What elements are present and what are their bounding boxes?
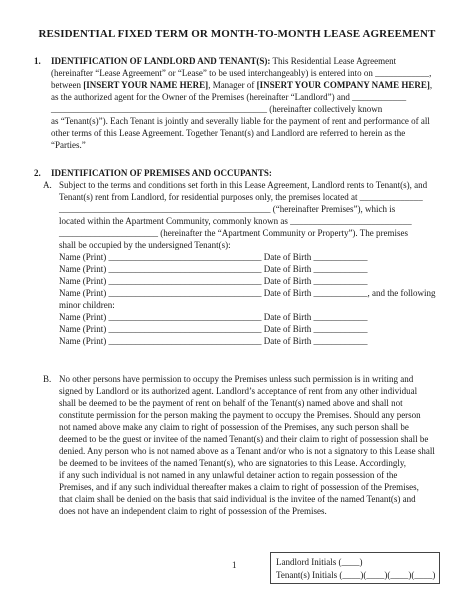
section-2b-line: not named above make any claim to right of possession of the Premises, any such person shall be bbox=[59, 422, 409, 432]
tenant-initials: Tenant(s) Initials (____)(____)(____)(____) bbox=[276, 570, 436, 580]
section-1-heading: IDENTIFICATION OF LANDLORD AND TENANT(S): bbox=[51, 56, 271, 66]
your-name-placeholder: [INSERT YOUR NAME HERE] bbox=[83, 80, 209, 90]
section-2b-letter: B. bbox=[43, 374, 52, 384]
section-2a-line-3: _______________________________________________ (“hereinafter Premises”), which is bbox=[59, 204, 396, 214]
section-1-line-3 bbox=[51, 80, 432, 91]
minor-name-row: Name (Print) __________________________________ Date of Birth ____________ bbox=[59, 324, 368, 334]
section-2b-line: that claim shall be denied on the basis that said individual is the invitee of the named Tenant(s) and bbox=[59, 494, 416, 504]
minor-children-label: minor children: bbox=[59, 300, 115, 310]
section-2a-letter: A. bbox=[43, 180, 52, 190]
section-2b-line: deemed to be the guest or invitee of the named Tenant(s) and their claim to right of possession shall be bbox=[59, 434, 429, 444]
page-number: 1 bbox=[232, 560, 237, 570]
section-2-number: 2. bbox=[34, 168, 41, 178]
section-1-line-8: “Parties.” bbox=[51, 140, 86, 150]
section-1-line-2: (hereinafter “Lease Agreement” or “Lease” to be used interchangeably) is entered into on ____________, bbox=[51, 68, 432, 78]
section-1-comma: , bbox=[429, 80, 433, 90]
minor-name-row: Name (Print) __________________________________ Date of Birth ____________ bbox=[59, 312, 368, 322]
landlord-initials: Landlord Initials (____) bbox=[276, 557, 363, 567]
company-name-placeholder: [INSERT YOUR COMPANY NAME HERE] bbox=[256, 80, 430, 90]
section-2b-line: denied. Any person who is not named above as a Tenant and/or who is not a signatory to this Lease shall bbox=[59, 446, 435, 456]
section-1-number: 1. bbox=[34, 56, 41, 66]
initials-box bbox=[270, 552, 440, 584]
section-1-line-1-text: This Residential Lease Agreement bbox=[270, 56, 397, 66]
section-2b-line: shall be deemed to be the payment of rent on behalf of the Tenant(s) named above and shall not bbox=[59, 398, 403, 408]
section-2b-line: if any such individual is not named in any unlawful detainer action to regain possession of the bbox=[59, 470, 398, 480]
section-2a-line-2: Tenant(s) rent from Landlord, for residential purposes only, the premises located at ______________ bbox=[59, 192, 423, 202]
tenant-name-row: Name (Print) __________________________________ Date of Birth ____________, and the following bbox=[59, 288, 436, 298]
section-2-heading: IDENTIFICATION OF PREMISES AND OCCUPANTS: bbox=[51, 168, 272, 178]
section-1-line-4: as the authorized agent for the Owner of the Premises (hereinafter “Landlord”) and ____________ bbox=[51, 92, 407, 102]
section-2b-line: No other persons have permission to occupy the Premises unless such permission is in writing and bbox=[59, 374, 414, 384]
section-1-line-1 bbox=[51, 56, 396, 67]
section-1-line-5: ________________________________________________ (hereinafter collectively known bbox=[51, 104, 383, 114]
section-2b-line: does not have an independent claim to right of possession of the Premises. bbox=[59, 506, 327, 516]
section-2a-line-5: ______________________ (hereinafter the “Apartment Community or Property”). The premises bbox=[59, 228, 409, 238]
section-1-between: between bbox=[51, 80, 84, 90]
section-2b-line: be deemed to be invitees of the named Tenant(s), who are signatories to this Lease. Accordingly, bbox=[59, 458, 407, 468]
section-1-manager-of: , Manager of bbox=[208, 80, 257, 90]
section-2a-line-4: located within the Apartment Community, commonly known as ___________________________ bbox=[59, 216, 412, 226]
section-2a-line-6: shall be occupied by the undersigned Tenant(s): bbox=[59, 240, 231, 250]
document-title: RESIDENTIAL FIXED TERM OR MONTH-TO-MONTH LEASE AGREEMENT bbox=[38, 28, 436, 40]
section-2b-line: signed by Landlord or its authorized agent. Landlord’s acceptance of rent from any other individual bbox=[59, 386, 418, 396]
section-2b-line: Premises, and if any such individual thereafter makes a claim to right of possession of the Premises, bbox=[59, 482, 419, 492]
section-1-line-6: as “Tenant(s)”). Each Tenant is jointly and severally liable for the payment of rent and performance of all bbox=[51, 116, 430, 126]
minor-name-row: Name (Print) __________________________________ Date of Birth ____________ bbox=[59, 336, 368, 346]
tenant-name-row: Name (Print) __________________________________ Date of Birth ____________ bbox=[59, 264, 368, 274]
section-1-line-7: other terms of this Lease Agreement. Together Tenant(s) and Landlord are referred to herein as the bbox=[51, 128, 406, 138]
section-2a-line-1: Subject to the terms and conditions set forth in this Lease Agreement, Landlord rents to Tenant(s), and bbox=[59, 180, 428, 190]
tenant-name-row: Name (Print) __________________________________ Date of Birth ____________ bbox=[59, 252, 368, 262]
section-2b-line: constitute permission for the person making the payment to occupy the Premises. Should any person bbox=[59, 410, 421, 420]
tenant-name-row: Name (Print) __________________________________ Date of Birth ____________ bbox=[59, 276, 368, 286]
